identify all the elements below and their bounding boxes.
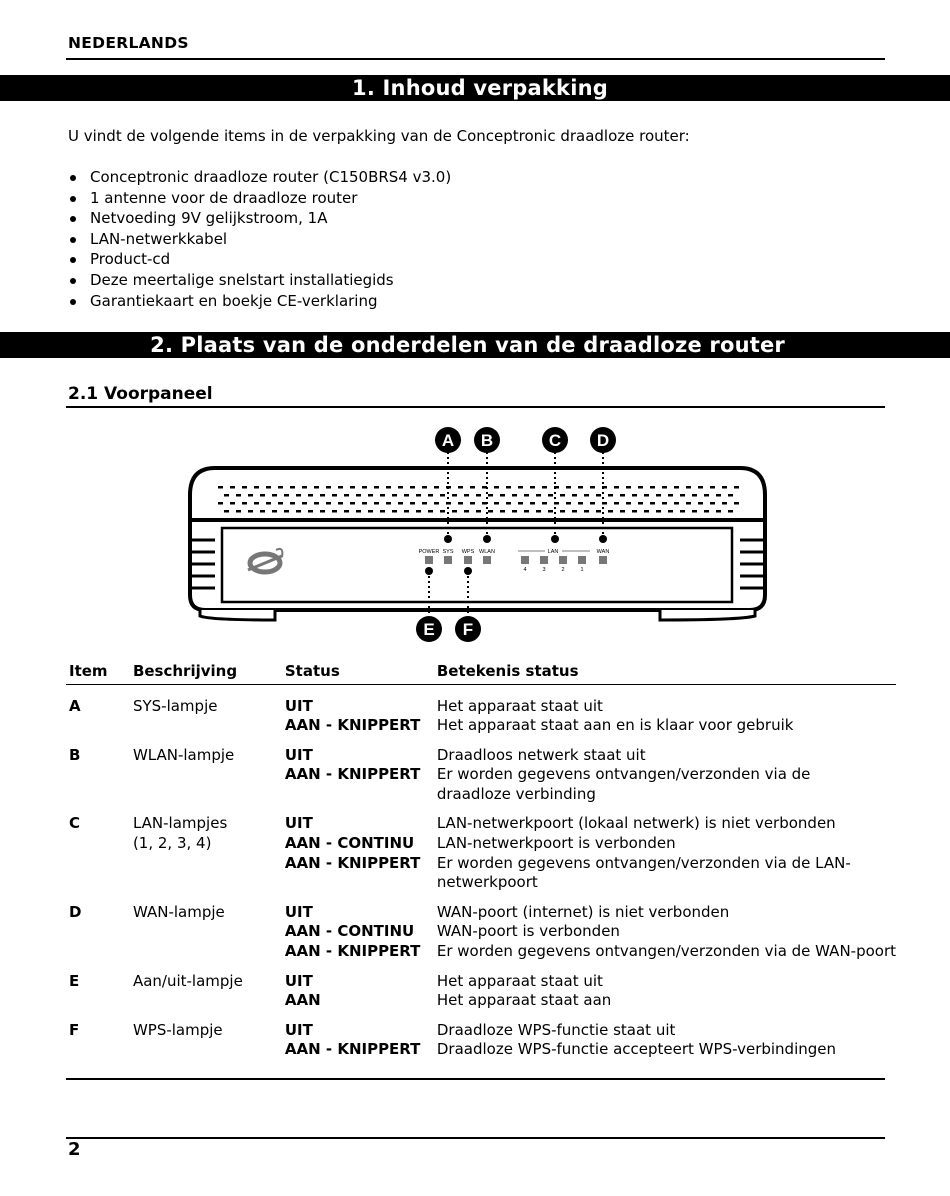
- table-row: [66, 972, 896, 1021]
- status-cell: UIT AAN - KNIPPERT: [284, 696, 421, 735]
- vent-hole: [662, 486, 667, 489]
- page-number: 2: [68, 1139, 81, 1160]
- vent-hole: [344, 510, 349, 513]
- vent-hole: [254, 486, 259, 489]
- status-cell: UIT AAN - KNIPPERT: [284, 745, 421, 784]
- table-row: [66, 1021, 896, 1070]
- vent-hole: [716, 494, 721, 497]
- vent-hole: [578, 486, 583, 489]
- vent-hole: [680, 510, 685, 513]
- list-item: Netvoeding 9V gelijkstroom, 1A: [68, 208, 451, 229]
- lan-label: LAN: [547, 549, 559, 555]
- vent-hole: [440, 494, 445, 497]
- vent-hole: [608, 510, 613, 513]
- list-item: Garantiekaart en boekje CE-verklaring: [68, 291, 451, 312]
- vent-hole: [566, 502, 571, 505]
- vent-hole: [416, 494, 421, 497]
- vent-hole: [260, 494, 265, 497]
- vent-hole: [362, 502, 367, 505]
- vent-hole: [284, 494, 289, 497]
- vent-hole: [488, 510, 493, 513]
- vent-hole: [524, 510, 529, 513]
- vent-hole: [626, 502, 631, 505]
- vent-hole: [416, 510, 421, 513]
- vent-hole: [704, 510, 709, 513]
- meaning-cell: WAN-poort (internet) is niet verbonden WAN-poort is verbonden Er worden gegevens ontvangen/verzonden via de WAN-poort: [436, 902, 896, 961]
- vent-hole: [476, 510, 481, 513]
- vent-hole: [236, 510, 241, 513]
- vent-hole: [530, 486, 535, 489]
- meaning-cell: LAN-netwerkpoort (lokaal netwerk) is niet verbonden LAN-netwerkpoort is verbonden Er worden gegevens ontvangen/verzonden via de LAN- netwerkpoort: [436, 814, 851, 892]
- description-cell: SYS-lampje: [132, 696, 218, 715]
- item-cell: B: [69, 745, 81, 764]
- callout-d: D: [596, 431, 610, 450]
- vent-hole: [398, 502, 403, 505]
- vent-hole: [596, 494, 601, 497]
- status-cell: UIT AAN: [284, 971, 321, 1010]
- vent-hole: [386, 502, 391, 505]
- bullet-icon: [70, 196, 76, 202]
- bullet-icon: [70, 216, 76, 222]
- vent-hole: [662, 502, 667, 505]
- vent-hole: [494, 502, 499, 505]
- vent-hole: [368, 510, 373, 513]
- vent-hole: [464, 510, 469, 513]
- table-row: [66, 903, 896, 972]
- vent-hole: [572, 494, 577, 497]
- vent-hole: [380, 510, 385, 513]
- vent-hole: [428, 494, 433, 497]
- vent-hole: [218, 502, 223, 505]
- vent-hole: [548, 494, 553, 497]
- vent-hole: [248, 494, 253, 497]
- vent-hole: [398, 486, 403, 489]
- lan4-led: [521, 556, 529, 564]
- vent-hole: [728, 510, 733, 513]
- status-cell: UIT AAN - CONTINU AAN - KNIPPERT: [284, 814, 421, 872]
- lan1-led: [578, 556, 586, 564]
- vent-hole: [452, 494, 457, 497]
- vent-hole: [410, 502, 415, 505]
- vent-hole: [542, 486, 547, 489]
- status-cell: UIT AAN - KNIPPERT: [284, 1020, 421, 1059]
- meaning-cell: Draadloze WPS-functie staat uit Draadloze WPS-functie accepteert WPS-verbindingen: [436, 1020, 837, 1059]
- vent-hole: [518, 502, 523, 505]
- vent-hole: [476, 494, 481, 497]
- vent-hole: [314, 486, 319, 489]
- vent-hole: [668, 494, 673, 497]
- wan-led: [599, 556, 607, 564]
- vent-hole: [422, 486, 427, 489]
- vent-hole: [656, 510, 661, 513]
- vent-hole: [266, 486, 271, 489]
- vent-hole: [320, 494, 325, 497]
- table-header-row: [66, 659, 896, 684]
- vent-hole: [518, 486, 523, 489]
- lan-port-label: 1: [580, 567, 584, 573]
- vent-hole: [716, 510, 721, 513]
- vent-hole: [704, 494, 709, 497]
- vent-hole: [470, 502, 475, 505]
- vent-hole: [638, 502, 643, 505]
- vent-hole: [548, 510, 553, 513]
- bullet-icon: [70, 257, 76, 263]
- vent-hole: [296, 510, 301, 513]
- vent-hole: [218, 486, 223, 489]
- item-cell: F: [69, 1020, 80, 1039]
- lan2-led: [559, 556, 567, 564]
- vent-hole: [230, 502, 235, 505]
- vent-hole: [458, 486, 463, 489]
- vent-hole: [362, 486, 367, 489]
- vent-hole: [626, 486, 631, 489]
- vent-hole: [674, 502, 679, 505]
- vent-hole: [506, 486, 511, 489]
- intro-text: U vindt de volgende items in de verpakking van de Conceptronic draadloze router:: [68, 127, 690, 145]
- vent-hole: [284, 510, 289, 513]
- footer-rule: [66, 1137, 885, 1139]
- vent-hole: [494, 486, 499, 489]
- vent-hole: [566, 486, 571, 489]
- vent-hole: [224, 510, 229, 513]
- vent-hole: [464, 494, 469, 497]
- wlan-label: WLAN: [479, 549, 495, 555]
- lan3-led: [540, 556, 548, 564]
- vent-hole: [710, 486, 715, 489]
- header-meaning: Betekenis status: [436, 662, 579, 681]
- vent-hole: [332, 494, 337, 497]
- list-item: LAN-netwerkkabel: [68, 229, 451, 250]
- item-cell: A: [69, 696, 81, 715]
- vent-hole: [638, 486, 643, 489]
- lan-port-label: 4: [523, 567, 527, 573]
- table-row: [66, 746, 896, 815]
- callout-e: E: [423, 620, 435, 639]
- meaning-cell: Het apparaat staat uit Het apparaat staat aan: [436, 971, 612, 1010]
- vent-hole: [680, 494, 685, 497]
- vent-hole: [290, 486, 295, 489]
- vent-hole: [458, 502, 463, 505]
- table-bottom-rule: [66, 1078, 885, 1080]
- vent-hole: [500, 494, 505, 497]
- power-label: POWER: [418, 549, 440, 555]
- vent-hole: [404, 494, 409, 497]
- list-item: Deze meertalige snelstart installatiegids: [68, 270, 451, 291]
- item-cell: E: [69, 971, 80, 990]
- vent-hole: [308, 494, 313, 497]
- vent-hole: [356, 494, 361, 497]
- vent-hole: [230, 486, 235, 489]
- vent-hole: [428, 510, 433, 513]
- vent-hole: [278, 486, 283, 489]
- vent-hole: [254, 502, 259, 505]
- vent-hole: [590, 502, 595, 505]
- vent-hole: [614, 502, 619, 505]
- vent-hole: [452, 510, 457, 513]
- vent-hole: [674, 486, 679, 489]
- vent-hole: [632, 510, 637, 513]
- vent-hole: [542, 502, 547, 505]
- vent-hole: [338, 486, 343, 489]
- wan-label: WAN: [596, 549, 610, 555]
- vent-hole: [644, 510, 649, 513]
- vent-hole: [572, 510, 577, 513]
- vent-hole: [326, 502, 331, 505]
- vent-hole: [560, 510, 565, 513]
- vent-hole: [506, 502, 511, 505]
- vent-hole: [320, 510, 325, 513]
- item-cell: D: [69, 902, 82, 921]
- vent-hole: [470, 486, 475, 489]
- vent-hole: [650, 486, 655, 489]
- vent-hole: [314, 502, 319, 505]
- section-2-title: 2. Plaats van de onderdelen van de draadloze router: [0, 332, 950, 358]
- bullet-icon: [70, 175, 76, 181]
- vent-hole: [686, 486, 691, 489]
- vent-hole: [524, 494, 529, 497]
- vent-hole: [332, 510, 337, 513]
- vent-hole: [242, 502, 247, 505]
- subsection-rule: [66, 406, 885, 408]
- vent-hole: [620, 510, 625, 513]
- description-cell: WPS-lampje: [132, 1020, 223, 1039]
- vent-hole: [302, 502, 307, 505]
- wlan-led: [483, 556, 491, 564]
- description-cell: WLAN-lampje: [132, 745, 235, 764]
- vent-hole: [308, 510, 313, 513]
- vent-hole: [422, 502, 427, 505]
- vent-hole: [374, 486, 379, 489]
- meaning-cell: Draadloos netwerk staat uit Er worden gegevens ontvangen/verzonden via de draadloze verbinding: [436, 745, 811, 803]
- vent-hole: [692, 510, 697, 513]
- vent-hole: [698, 486, 703, 489]
- vent-hole: [734, 486, 739, 489]
- vent-hole: [512, 494, 517, 497]
- bullet-icon: [70, 237, 76, 243]
- vent-hole: [650, 502, 655, 505]
- description-cell: WAN-lampje: [132, 902, 225, 921]
- header-description: Beschrijving: [132, 662, 238, 681]
- vent-hole: [392, 510, 397, 513]
- package-contents-list: [68, 167, 451, 311]
- vent-hole: [350, 502, 355, 505]
- callout-f: F: [462, 620, 474, 639]
- vent-hole: [434, 502, 439, 505]
- vent-hole: [536, 510, 541, 513]
- vent-hole: [500, 510, 505, 513]
- callout-b: B: [480, 431, 494, 450]
- vent-hole: [368, 494, 373, 497]
- vent-hole: [584, 494, 589, 497]
- vent-hole: [686, 502, 691, 505]
- section-1-title: 1. Inhoud verpakking: [0, 75, 950, 101]
- header-item: Item: [69, 662, 108, 681]
- vent-hole: [536, 494, 541, 497]
- bullet-icon: [70, 278, 76, 284]
- list-item: Conceptronic draadloze router (C150BRS4 v3.0): [68, 167, 451, 188]
- callout-c: C: [548, 431, 562, 450]
- vent-hole: [722, 502, 727, 505]
- vent-hole: [278, 502, 283, 505]
- bullet-icon: [70, 299, 76, 305]
- vent-hole: [614, 486, 619, 489]
- vent-hole: [326, 486, 331, 489]
- vent-hole: [344, 494, 349, 497]
- vent-hole: [350, 486, 355, 489]
- vent-hole: [530, 502, 535, 505]
- vent-hole: [584, 510, 589, 513]
- vent-hole: [560, 494, 565, 497]
- vent-hole: [302, 486, 307, 489]
- table-row: [66, 684, 896, 746]
- sys-label: SYS: [442, 549, 454, 555]
- vent-hole: [608, 494, 613, 497]
- list-item: Product-cd: [68, 249, 451, 270]
- vent-hole: [596, 510, 601, 513]
- list-item: 1 antenne voor de draadloze router: [68, 188, 451, 209]
- vent-hole: [656, 494, 661, 497]
- wps-led: [464, 556, 472, 564]
- item-cell: C: [69, 814, 81, 833]
- vent-hole: [248, 510, 253, 513]
- meaning-cell: Het apparaat staat uit Het apparaat staat aan en is klaar voor gebruik: [436, 696, 794, 735]
- description-cell: LAN-lampjes (1, 2, 3, 4): [132, 814, 228, 853]
- vent-hole: [728, 494, 733, 497]
- router-front-panel-figure: [180, 420, 780, 650]
- vent-hole: [632, 494, 637, 497]
- vent-hole: [386, 486, 391, 489]
- vent-hole: [338, 502, 343, 505]
- vent-hole: [272, 494, 277, 497]
- power-led: [425, 556, 433, 564]
- vent-hole: [512, 510, 517, 513]
- vent-hole: [224, 494, 229, 497]
- vent-hole: [590, 486, 595, 489]
- vent-hole: [710, 502, 715, 505]
- subsection-title: 2.1 Voorpaneel: [68, 384, 213, 404]
- vent-hole: [374, 502, 379, 505]
- lan-port-label: 3: [542, 567, 546, 573]
- header-rule: [66, 58, 885, 60]
- vent-hole: [236, 494, 241, 497]
- vent-hole: [380, 494, 385, 497]
- sys-led: [444, 556, 452, 564]
- vent-hole: [620, 494, 625, 497]
- vent-hole: [290, 502, 295, 505]
- vent-hole: [242, 486, 247, 489]
- vent-hole: [698, 502, 703, 505]
- status-cell: UIT AAN - CONTINU AAN - KNIPPERT: [284, 902, 421, 961]
- vent-hole: [644, 494, 649, 497]
- vent-hole: [578, 502, 583, 505]
- vent-hole: [692, 494, 697, 497]
- lan-port-label: 2: [561, 567, 565, 573]
- description-cell: Aan/uit-lampje: [132, 971, 243, 990]
- vent-hole: [434, 486, 439, 489]
- table-row: [66, 814, 896, 902]
- vent-hole: [296, 494, 301, 497]
- header-status: Status: [284, 662, 340, 681]
- led-status-table: [66, 659, 896, 1070]
- vent-hole: [668, 510, 673, 513]
- vent-hole: [260, 510, 265, 513]
- vent-hole: [392, 494, 397, 497]
- vent-hole: [404, 510, 409, 513]
- callout-a: A: [441, 431, 455, 450]
- language-header: NEDERLANDS: [68, 34, 189, 52]
- vent-hole: [722, 486, 727, 489]
- vent-hole: [734, 502, 739, 505]
- wps-label: WPS: [461, 549, 475, 555]
- vent-hole: [440, 510, 445, 513]
- vent-hole: [266, 502, 271, 505]
- vent-hole: [272, 510, 277, 513]
- vent-hole: [356, 510, 361, 513]
- vent-hole: [488, 494, 493, 497]
- vent-hole: [410, 486, 415, 489]
